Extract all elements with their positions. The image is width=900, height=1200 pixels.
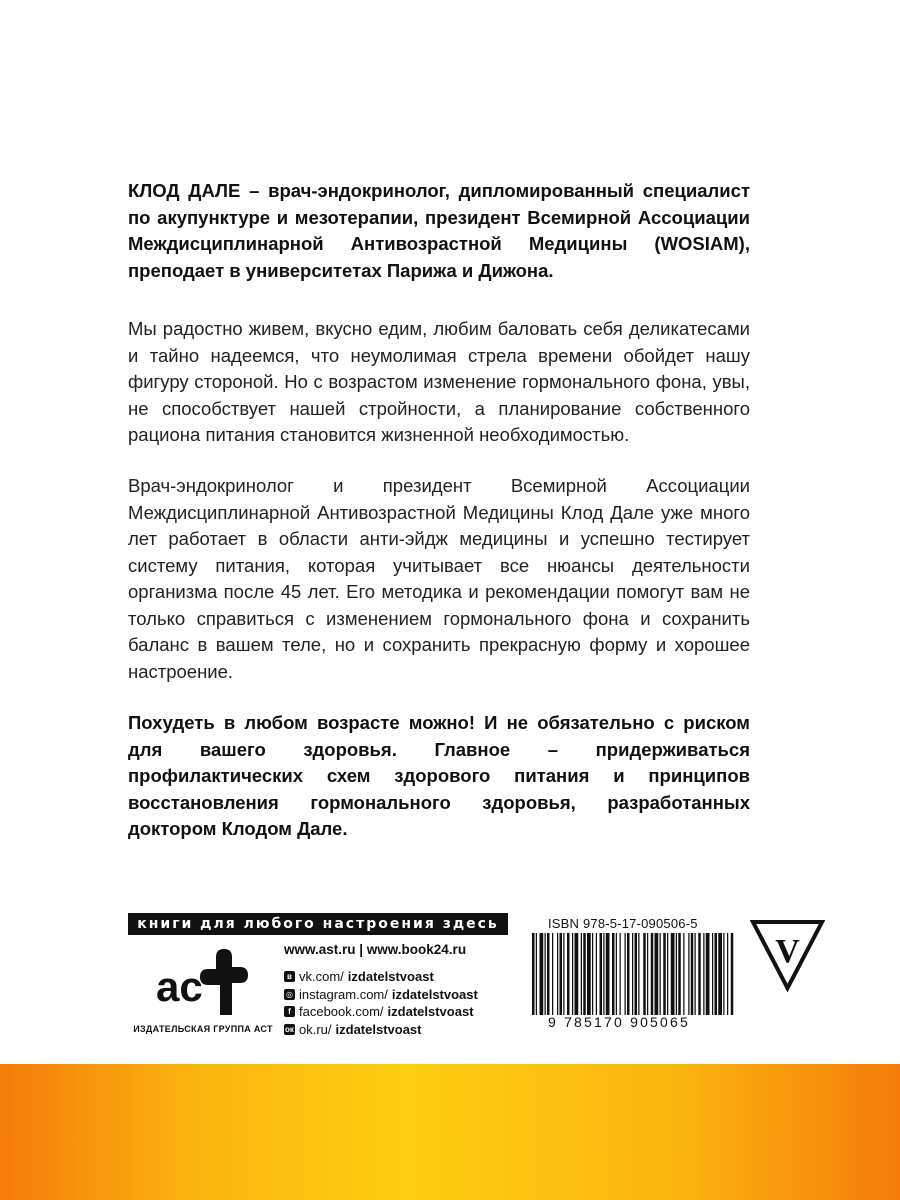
- author-name: КЛОД ДАЛЕ: [128, 180, 241, 201]
- barcode-bar: [620, 933, 621, 1015]
- isbn-barcode: [528, 933, 738, 1017]
- barcode-bar: [671, 933, 675, 1015]
- social-prefix: vk.com/: [299, 969, 344, 984]
- barcode-bar: [691, 933, 694, 1015]
- barcode-bar: [592, 933, 593, 1015]
- barcode-bar: [663, 933, 666, 1015]
- isbn-label: ISBN 978-5-17-090506-5: [548, 916, 698, 931]
- barcode-bar: [616, 933, 617, 1015]
- ast-logo-mark: [200, 949, 248, 1015]
- social-link-ok[interactable]: [284, 1021, 478, 1039]
- barcode-bar: [563, 933, 564, 1015]
- barcode-bar: [712, 933, 713, 1015]
- barcode-bar: [540, 933, 544, 1015]
- barcode-bar: [632, 933, 633, 1015]
- age-rating-letter: V: [775, 933, 800, 970]
- author-bio: [128, 178, 750, 284]
- barcode-bar: [560, 933, 563, 1015]
- publisher-tagline: книги для любого настроения здесь: [128, 913, 508, 935]
- ast-logo-letters: ас: [156, 963, 203, 1010]
- barcode-bar: [676, 933, 677, 1015]
- barcode-bar: [581, 933, 582, 1015]
- barcode-bar: [703, 933, 704, 1015]
- barcode-bar: [643, 933, 646, 1015]
- barcode-bar: [600, 933, 603, 1015]
- barcode-bar: [651, 933, 654, 1015]
- barcode-bar: [731, 933, 734, 1015]
- intro-paragraph: [128, 316, 750, 449]
- barcode-bar: [698, 933, 701, 1015]
- barcode-bar: [567, 933, 570, 1015]
- ast-logo: [150, 945, 250, 1020]
- barcode-bar: [575, 933, 579, 1015]
- barcode-bar: [695, 933, 696, 1015]
- barcode-bar: [706, 933, 710, 1015]
- social-prefix: instagram.com/: [299, 986, 388, 1002]
- barcode-bar: [638, 933, 639, 1015]
- barcode-bar: [683, 933, 684, 1015]
- barcode-bar: [552, 933, 553, 1015]
- barcode-bar: [635, 933, 638, 1015]
- barcode-bar: [572, 933, 573, 1015]
- barcode-bar: [718, 933, 722, 1015]
- barcode-bar: [647, 933, 648, 1015]
- publisher-name: ИЗДАТЕЛЬСКАЯ ГРУППА АСТ: [133, 1024, 273, 1034]
- publisher-websites[interactable]: www.ast.ru | www.book24.ru: [284, 942, 467, 957]
- social-links: [284, 968, 478, 1038]
- social-handle: izdatelstvoast: [335, 1021, 422, 1037]
- social-handle: izdatelstvoast: [347, 969, 434, 984]
- social-handle: izdatelstvoast: [387, 1004, 474, 1019]
- method-paragraph: [128, 473, 750, 685]
- barcode-bar: [532, 933, 535, 1015]
- barcode-bar: [547, 933, 550, 1015]
- vk-icon: в: [284, 971, 295, 982]
- social-prefix: ok.ru/: [299, 1021, 332, 1037]
- intro-text: Мы радостно живем, вкусно едим, любим баловать себя деликатесами и тайно надеемся, что неумолимая стрела времени обойдет нашу фигуру стороной. Но с возрастом изменение гормонального фона, увы, не способствует нашей стройности, а планирование собственного рациона питания становится жизненной необходимостью.: [128, 318, 750, 445]
- barcode-bar: [603, 933, 604, 1015]
- barcode-digits: 9 785170 905065: [548, 1014, 690, 1030]
- barcode-bar: [667, 933, 668, 1015]
- barcode-bar: [627, 933, 630, 1015]
- barcode-bar: [596, 933, 597, 1015]
- ok-icon: ок: [285, 1024, 294, 1034]
- barcode-bar: [545, 933, 546, 1015]
- barcode-bar: [557, 933, 558, 1015]
- barcode-bar: [536, 933, 537, 1015]
- barcode-bar: [688, 933, 689, 1015]
- barcode-bar: [606, 933, 610, 1015]
- social-link-vk[interactable]: [284, 968, 478, 986]
- barcode-bar: [655, 933, 659, 1015]
- barcode-bar: [723, 933, 724, 1015]
- barcode-bar: [678, 933, 681, 1015]
- barcode-bar: [715, 933, 718, 1015]
- call-paragraph: [128, 710, 750, 843]
- social-prefix: facebook.com/: [299, 1004, 384, 1019]
- method-text: Врач-эндокринолог и президент Всемирной Ассоциации Междисциплинарной Антивозрастной Медицины Клод Дале уже много лет работает в области анти-эйдж медицины и успешно тестирует систему питания, которая учитывает все нюансы деятельности организма после 45 лет. Его методика и рекомендации помогут вам не только справиться с изменением гормонального фона и сохранить баланс в вашем теле, но и сохранить прекрасную форму и хорошее настроение.: [128, 475, 750, 682]
- barcode-bar: [727, 933, 728, 1015]
- author-bio-text: – врач-эндокринолог, дипломированный специалист по акупунктуре и мезотерапии, президент Всемирной Ассоциации Междисциплинарной Антивозрастной Медицины (WOSIAM), преподает в университетах Парижа и Дижона.: [128, 180, 750, 281]
- call-text: Похудеть в любом возрасте можно! И не обязательно с риском для вашего здоровья. Главное – придерживаться профилактических схем здорового питания и принципов восстановления гормонального здоровья, разработанных доктором Клодом Дале.: [128, 712, 750, 839]
- footer-color-band: [0, 1064, 900, 1200]
- age-rating-triangle: [750, 918, 825, 993]
- barcode-bar: [583, 933, 586, 1015]
- barcode-bar: [660, 933, 661, 1015]
- instagram-icon: ◎: [284, 989, 295, 1000]
- social-handle: izdatelstvoast: [391, 986, 478, 1002]
- social-link-instagram[interactable]: [284, 986, 478, 1004]
- barcode-bar: [625, 933, 626, 1015]
- facebook-icon: f: [284, 1006, 295, 1017]
- social-link-facebook[interactable]: [284, 1003, 478, 1021]
- barcode-bar: [587, 933, 591, 1015]
- barcode-bar: [612, 933, 615, 1015]
